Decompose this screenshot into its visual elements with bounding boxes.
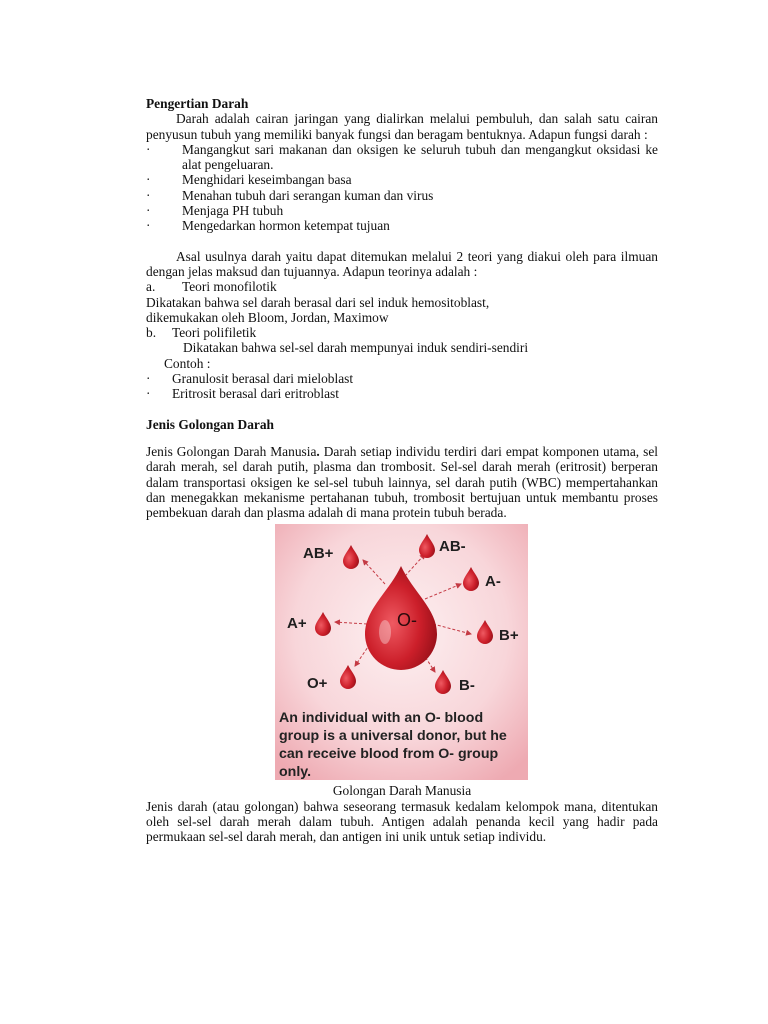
example-text: Granulosit berasal dari mieloblast xyxy=(172,371,354,387)
bullet-mark: · xyxy=(146,371,151,387)
example-text: Eritrosit berasal dari eritroblast xyxy=(172,386,339,402)
intro-paragraph: Darah adalah cairan jaringan yang dialirkan melalui pembuluh, dan salah satu cairan penyusun tubuh yang memiliki banyak fungsi dan beragam bentuknya. Adapun fungsi darah : xyxy=(146,111,658,142)
group-label: O+ xyxy=(307,675,328,693)
origin-paragraph: Asal usulnya darah yaitu dapat ditemukan melalui 2 teori yang diakui oleh para ilmuan dengan jelas maksud dan tujuannya. Adapun teorinya adalah : xyxy=(146,248,658,279)
group-label: A+ xyxy=(287,615,307,633)
blood-type-figure xyxy=(275,524,528,780)
theory-b xyxy=(146,325,658,340)
function-text: Menahan tubuh dari serangan kuman dan virus xyxy=(182,187,434,203)
theory-a-desc: Dikatakan bahwa sel darah berasal dari sel induk hemositoblast, xyxy=(146,294,490,310)
function-item xyxy=(146,172,658,187)
theory-b-title: Teori polifiletik xyxy=(172,325,257,341)
group-label: B- xyxy=(459,677,475,695)
function-item xyxy=(146,142,658,173)
figure-text-line: only. xyxy=(279,764,312,781)
function-item xyxy=(146,203,658,218)
figure-caption: Golongan Darah Manusia xyxy=(332,783,472,799)
figure-text-line: can receive blood from O- group xyxy=(279,746,499,763)
group-label: B+ xyxy=(499,627,519,645)
figure-text-line: An individual with an O- blood xyxy=(279,710,484,727)
example-item xyxy=(146,386,658,401)
center-label: O- xyxy=(397,610,417,631)
lead-period: . xyxy=(316,443,320,459)
function-text: Mengedarkan hormon ketempat tujuan xyxy=(182,218,390,234)
theory-a-label: a. xyxy=(146,279,156,295)
theory-b-label: b. xyxy=(146,325,157,341)
bullet-mark: · xyxy=(146,141,151,157)
group-label: A- xyxy=(485,573,501,591)
theory-a-desc: dikemukakan oleh Bloom, Jordan, Maximow xyxy=(146,309,389,325)
bullet-mark: · xyxy=(146,386,151,402)
blood-type-illustration xyxy=(275,524,528,780)
section-title-pengertian: Pengertian Darah xyxy=(146,96,249,111)
group-label: AB+ xyxy=(303,545,334,563)
function-text: Menjaga PH tubuh xyxy=(182,203,284,219)
function-item xyxy=(146,218,658,233)
bullet-mark: · xyxy=(146,172,151,188)
spacer xyxy=(146,234,658,249)
theory-a-title: Teori monofilotik xyxy=(182,279,277,295)
theory-b-desc: Dikatakan bahwa sel-sel darah mempunyai induk sendiri-sendiri xyxy=(183,340,529,356)
paragraph-lead: Jenis Golongan Darah Manusia xyxy=(146,443,317,459)
section-title-jenis: Jenis Golongan Darah xyxy=(146,416,274,432)
bullet-mark: · xyxy=(146,187,151,203)
spacer xyxy=(146,432,658,444)
group-label: AB- xyxy=(439,538,466,556)
function-item xyxy=(146,188,658,203)
example-label: Contoh : xyxy=(164,355,211,371)
bullet-mark: · xyxy=(146,218,151,234)
paragraph-body: Darah setiap individu terdiri dari empat komponen utama, sel darah merah, sel darah putih, plasma dan trombosit. Sel-sel darah merah (eritrosit) berperan dalam transportasi oksigen ke sel-sel tubuh lainnya, sel darah putih (WBC) mempertahankan dan menegakkan mekanisme pertahanan tubuh, trombosit bertujuan untuk membantu proses pembekuan darah dan plasma adalah di mana protein tubuh berada. xyxy=(146,443,658,521)
function-text: Mangangkut sari makanan dan oksigen ke seluruh tubuh dan mengangkut oksidasi ke alat pengeluaran. xyxy=(182,141,658,173)
blood-components-paragraph xyxy=(146,444,658,520)
figure-text-line: group is a universal donor, but he xyxy=(279,728,507,745)
function-text: Menghidari keseimbangan basa xyxy=(182,172,352,188)
document-page xyxy=(146,96,658,845)
bullet-mark: · xyxy=(146,203,151,219)
spacer xyxy=(146,402,658,417)
antigen-paragraph: Jenis darah (atau golongan) bahwa seseorang termasuk kedalam kelompok mana, ditentukan oleh sel-sel darah merah dalam tubuh. Antigen adalah penanda kecil yang hadir pada permukaan sel-sel darah merah, dan antigen ini unik untuk setiap individu. xyxy=(146,798,658,845)
theory-a xyxy=(146,279,658,294)
example-item xyxy=(146,371,658,386)
